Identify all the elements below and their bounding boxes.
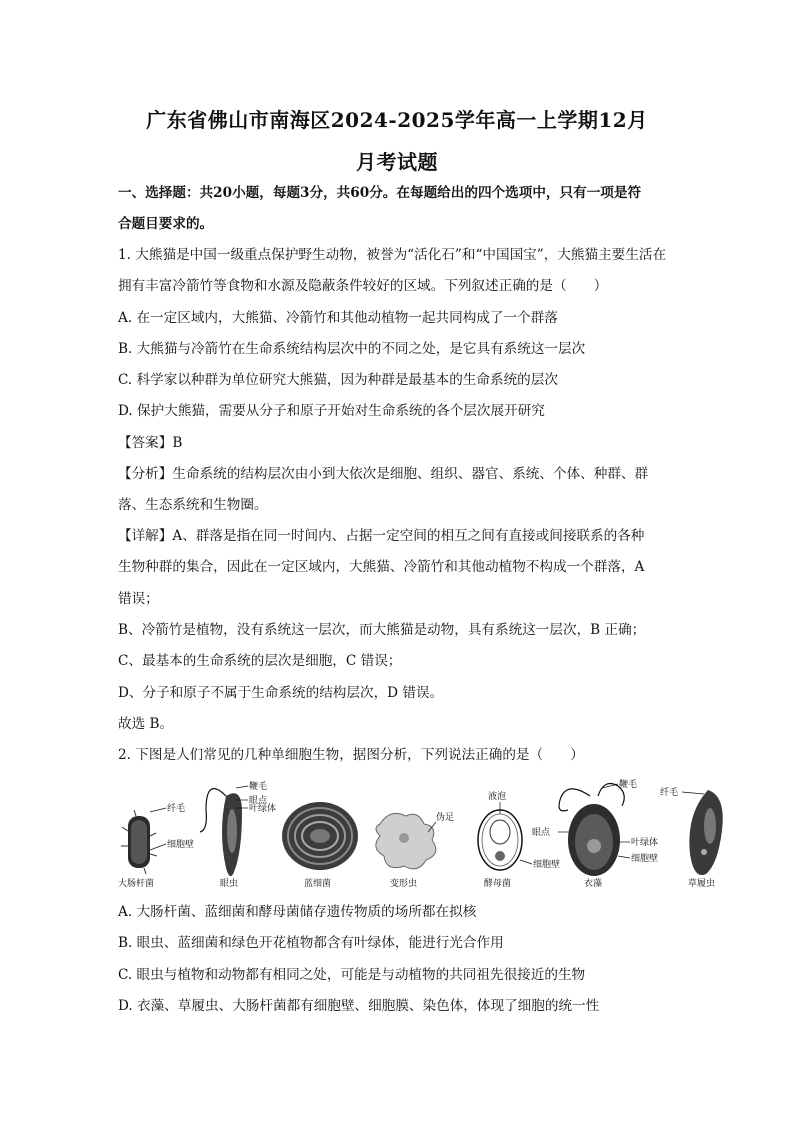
yeast-vacuole-label: 液泡: [488, 792, 507, 802]
cyanobacteria-name: 蓝细菌: [304, 879, 332, 889]
chlamy-eyespot-label: 眼点: [532, 828, 551, 838]
q1-detail-c: C、最基本的生命系统的层次是细胞，C 错误；: [118, 653, 402, 669]
q2-option-c: C. 眼虫与植物和动物都有相同之处，可能是与动植物的共同祖先很接近的生物: [118, 967, 586, 983]
q1-stem-cont: 拥有丰富冷箭竹等食物和水源及隐蔽条件较好的区域。下列叙述正确的是（ ）: [118, 278, 608, 294]
amoeba-drawing: [376, 811, 454, 889]
amoeba-pseudopod-label: 伪足: [436, 813, 455, 823]
paramecium-name: 草履虫: [688, 879, 716, 889]
q1-detail-b: B、冷箭竹是植物，没有系统这一层次，而大熊猫是动物，具有系统这一层次，B 正确；: [118, 622, 646, 638]
q1-analysis-cont: 落、生态系统和生物圈。: [118, 497, 268, 513]
ecoli-name: 大肠杆菌: [118, 879, 155, 889]
q1-option-a: A. 在一定区域内，大熊猫、冷箭竹和其他动植物一起共同构成了一个群落: [118, 310, 558, 326]
section-instruction: 一、选择题：共20小题，每题3分，共60分。在每题给出的四个选项中，只有一项是符: [118, 185, 642, 201]
chlamydomonas-drawing: [532, 778, 658, 889]
paramecium-drawing: [660, 787, 723, 889]
euglena-flagellum-label: 鞭毛: [249, 782, 268, 792]
q1-option-b: B. 大熊猫与冷箭竹在生命系统结构层次中的不同之处，是它具有系统这一层次: [118, 341, 586, 357]
amoeba-name: 变形虫: [390, 879, 418, 889]
q1-stem: 1. 大熊猫是中国一级重点保护野生动物，被誉为“活化石”和“中国国宝”，大熊猫主要生活在: [118, 247, 667, 263]
q1-detail-cont: 生物种群的集合，因此在一定区域内，大熊猫、冷箭竹和其他动植物不构成一个群落，A: [118, 559, 645, 575]
unicellular-organisms-figure: [118, 776, 728, 894]
q2-stem: 2. 下图是人们常见的几种单细胞生物，据图分析，下列说法正确的是（ ）: [118, 747, 584, 763]
q1-detail-d: D、分子和原子不属于生命系统的结构层次，D 错误。: [118, 685, 444, 701]
chlamy-chloroplast-label: 叶绿体: [631, 838, 659, 848]
chlamydomonas-name: 衣藻: [584, 879, 603, 889]
q2-option-b: B. 眼虫、蓝细菌和绿色开花植物都含有叶绿体，能进行光合作用: [118, 935, 504, 951]
euglena-drawing: [200, 780, 276, 889]
euglena-name: 眼虫: [220, 879, 239, 889]
euglena-chloroplast-label: 叶绿体: [249, 804, 277, 814]
euglena-eyespot-label: 眼点: [249, 796, 268, 806]
q1-answer: 【答案】B: [118, 435, 183, 451]
q1-detail: 【详解】A、群落是指在同一时间内、占据一定空间的相互之间有直接或间接联系的各种: [118, 528, 645, 544]
yeast-wall-label: 细胞壁: [533, 860, 561, 870]
paramecium-cilia-label: 纤毛: [660, 788, 679, 798]
chlamy-flagellum-label: 鞭毛: [619, 780, 638, 790]
section-instruction-cont: 合题目要求的。: [118, 216, 214, 232]
chlamy-wall-label: 细胞壁: [631, 854, 659, 864]
q2-option-d: D. 衣藻、草履虫、大肠杆菌都有细胞壁、细胞膜、染色体，体现了细胞的统一性: [118, 998, 600, 1014]
doc-title-line1: 广东省佛山市南海区2024-2025学年高一上学期12月: [146, 108, 648, 132]
q1-conclusion: 故选 B。: [118, 716, 174, 732]
yeast-name: 酵母菌: [484, 879, 512, 889]
ecoli-drawing: [118, 803, 194, 889]
q1-option-c: C. 科学家以种群为单位研究大熊猫，因为种群是最基本的生命系统的层次: [118, 372, 558, 388]
q1-analysis: 【分析】生命系统的结构层次由小到大依次是细胞、组织、器官、系统、个体、种群、群: [118, 466, 649, 482]
q2-option-a: A. 大肠杆菌、蓝细菌和酵母菌储存遗传物质的场所都在拟核: [118, 904, 477, 920]
ecoli-cilia-label: 纤毛: [167, 804, 186, 814]
q1-detail-cont: 错误；: [118, 591, 159, 607]
ecoli-wall-label: 细胞壁: [167, 840, 195, 850]
cyanobacteria-drawing: [282, 802, 358, 889]
doc-title-line2: 月考试题: [356, 150, 438, 174]
yeast-drawing: [478, 790, 560, 889]
q1-option-d: D. 保护大熊猫，需要从分子和原子开始对生命系统的各个层次展开研究: [118, 403, 545, 419]
